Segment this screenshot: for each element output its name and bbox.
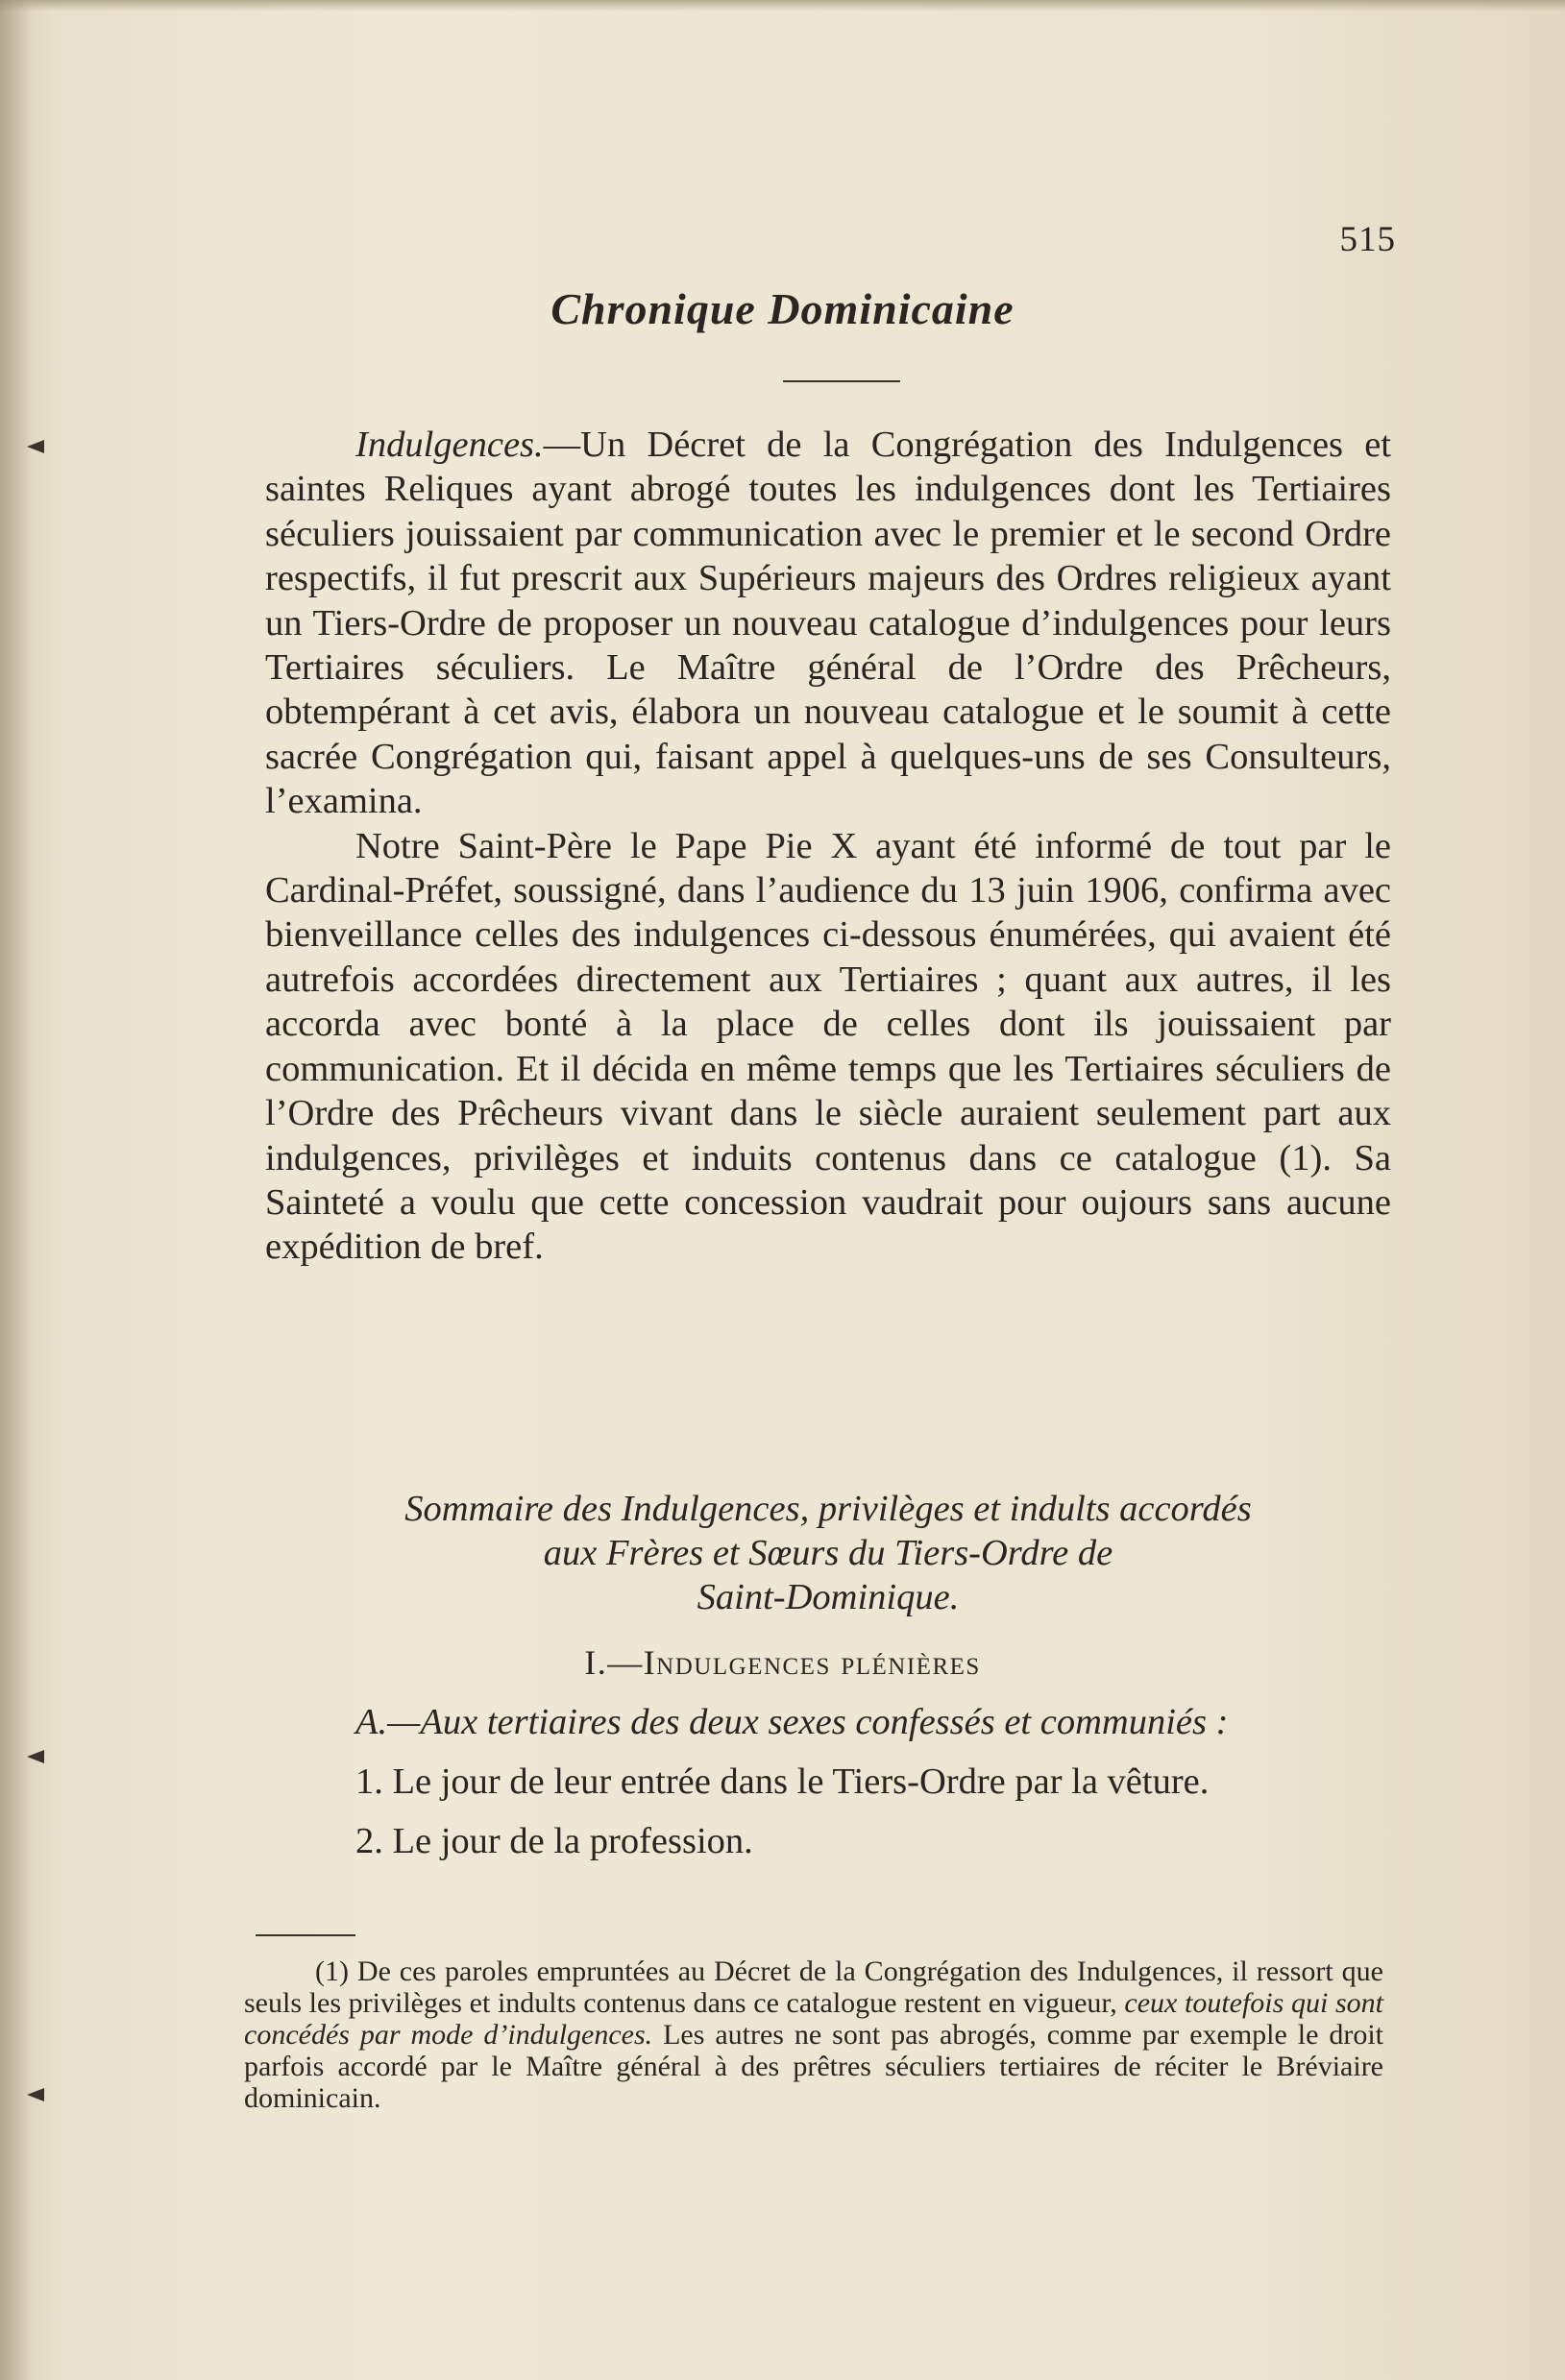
section-subheading: A.—Aux tertiaires des deux sexes confessés et communiés : <box>355 1702 1229 1742</box>
footnote-text: Les autres ne sont pas abrogés, comme par exemple le droit parfois accordé par le Maître général à des prêtres séculiers tertiaires de réciter le Bréviaire dominicain. <box>244 2019 1384 2114</box>
footnote-italic-text: ceux toutefois qui sont concédés par mode d’indulgences. <box>244 1987 1383 2051</box>
footnote-text: (1) De ces paroles empruntées au Décret de la Congrégation des Indulgences, il ressort que seuls les privilèges et indults contenus dans ce catalogue restent en vigueur, <box>244 1955 1383 2019</box>
page-number: 515 <box>1339 220 1396 259</box>
section-heading: I.—Indulgences plénières <box>584 1643 981 1682</box>
title-rule <box>783 380 900 382</box>
list-item: 2. Le jour de la profession. <box>355 1821 753 1861</box>
paragraph <box>265 423 1391 824</box>
footnote-rule <box>256 1934 355 1936</box>
page-title: Chronique Dominicaine <box>550 284 1015 333</box>
paragraph-lead: Indulgences. <box>355 425 544 465</box>
indulgence-list <box>265 1700 1391 1879</box>
paragraph: Notre Saint-Père le Pape Pie X ayant été informé de tout par le Cardinal-Préfet, soussigné, dans l’audience du 13 juin 1906, confirma avec bienveillance celles des indulgences ci-dessous énumérées, qui avaient été autrefois accordées directement aux Tertiaires ; quant aux autres, il les accorda avec bonté à la place de celles dont ils jouissaient par communication. Et il décida en même temps que les Tertiaires séculiers de l’Ordre des Prêcheurs vivant dans le siècle auraient seulement part aux indulgences, privilèges et induits contenus dans ce catalogue (1). Sa Sainteté a voulu que cette concession vaudrait pour oujours sans aucune expédition de bref. <box>265 825 1391 1268</box>
sommaire-line: aux Frères et Sœurs du Tiers-Ordre de <box>543 1533 1113 1573</box>
page-top-edge <box>0 0 1565 12</box>
paragraph-text: —Un Décret de la Congrégation des Indulgences et saintes Reliques ayant abrogé toutes les indulgences dont les Tertiaires séculiers jouissaient par communication avec le premier et le second Ordre respectifs, il fut prescrit aux Supérieurs majeurs des Ordres religieux ayant un Tiers-Ordre de proposer un nouveau catalogue d’indulgences pour leurs Tertiaires séculiers. Le Maître général de l’Ordre des Prêcheurs, obtempérant à cet avis, élabora un nouveau catalogue et le soumit à cette sacrée Congrégation qui, faisant appel à quelques-uns de ses Consulteurs, l’examina. <box>265 425 1391 822</box>
margin-mark <box>27 2088 44 2101</box>
footnote <box>244 1955 1383 2114</box>
sommaire-line: Saint-Dominique. <box>697 1577 960 1617</box>
margin-mark <box>27 1750 44 1763</box>
sommaire-line: Sommaire des Indulgences, privilèges et indults accordés <box>404 1489 1252 1529</box>
sommaire-heading <box>265 1487 1391 1619</box>
margin-mark <box>27 440 44 453</box>
page-left-edge <box>0 0 33 2380</box>
main-text <box>265 423 1391 1270</box>
list-item: 1. Le jour de leur entrée dans le Tiers-Ordre par la vêture. <box>355 1761 1210 1802</box>
footnote-paragraph <box>244 1955 1383 2114</box>
